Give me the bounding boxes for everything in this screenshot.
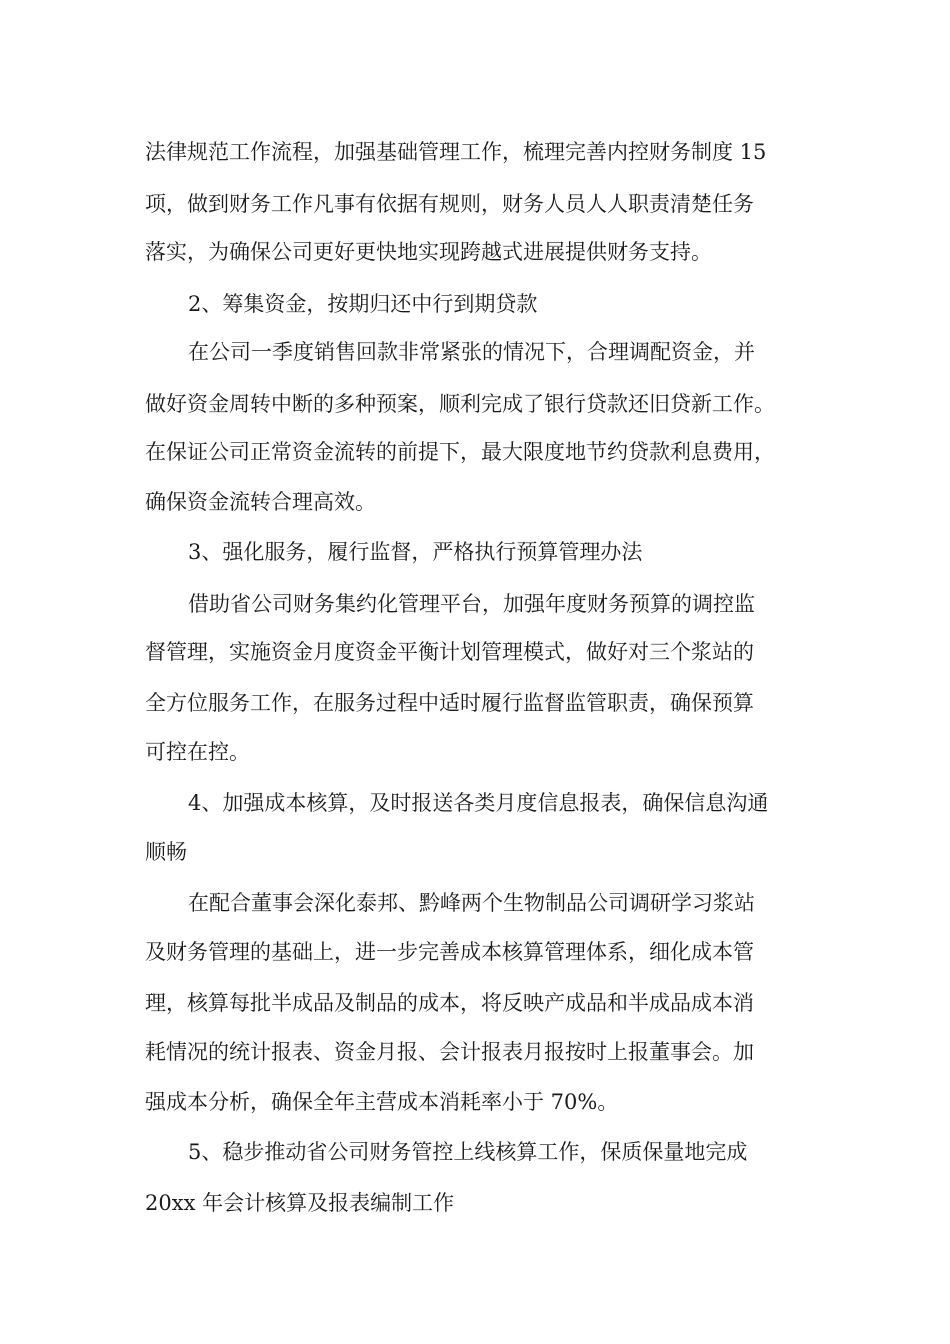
paragraph-line: 借助省公司财务集约化管理平台，加强年度财务预算的调控监 — [188, 592, 755, 616]
paragraph-line: 项，做到财务工作凡事有依据有规则，财务人员人人职责清楚任务 — [145, 192, 754, 216]
section-heading-4: 4、加强成本核算，及时报送各类月度信息报表，确保信息沟通 — [188, 791, 769, 815]
section-heading-3: 3、强化服务，履行监督，严格执行预算管理办法 — [188, 540, 643, 564]
paragraph-line: 督管理，实施资金月度资金平衡计划管理模式，做好对三个浆站的 — [145, 640, 754, 664]
section-heading-2: 2、筹集资金，按期归还中行到期贷款 — [188, 292, 538, 316]
paragraph-line: 在保证公司正常资金流转的前提下，最大限度地节约贷款利息费用， — [145, 440, 775, 464]
paragraph-line: 可控在控。 — [145, 740, 250, 764]
paragraph-line: 法律规范工作流程，加强基础管理工作，梳理完善内控财务制度 15 — [145, 140, 767, 164]
paragraph-line: 在配合董事会深化泰邦、黔峰两个生物制品公司调研学习浆站 — [188, 891, 755, 915]
paragraph-line: 强成本分析，确保全年主营成本消耗率小于 70%。 — [145, 1090, 619, 1114]
paragraph-line: 理，核算每批半成品及制品的成本，将反映产成品和半成品成本消 — [145, 991, 754, 1015]
section-heading-5-continued: 20xx 年会计核算及报表编制工作 — [145, 1191, 455, 1215]
paragraph-line: 全方位服务工作，在服务过程中适时履行监督监管职责，确保预算 — [145, 691, 754, 715]
paragraph-line: 确保资金流转合理高效。 — [145, 490, 376, 514]
paragraph-line: 及财务管理的基础上，进一步完善成本核算管理体系，细化成本管 — [145, 940, 754, 964]
paragraph-line: 做好资金周转中断的多种预案，顺利完成了银行贷款还旧贷新工作。 — [145, 392, 775, 416]
section-heading-4-continued: 顺畅 — [145, 840, 187, 864]
paragraph-line: 耗情况的统计报表、资金月报、会计报表月报按时上报董事会。加 — [145, 1040, 754, 1064]
paragraph-line: 落实，为确保公司更好更快地实现跨越式进展提供财务支持。 — [145, 240, 712, 264]
paragraph-line: 在公司一季度销售回款非常紧张的情况下，合理调配资金，并 — [188, 340, 755, 364]
section-heading-5: 5、稳步推动省公司财务管控上线核算工作，保质保量地完成 — [188, 1140, 748, 1164]
